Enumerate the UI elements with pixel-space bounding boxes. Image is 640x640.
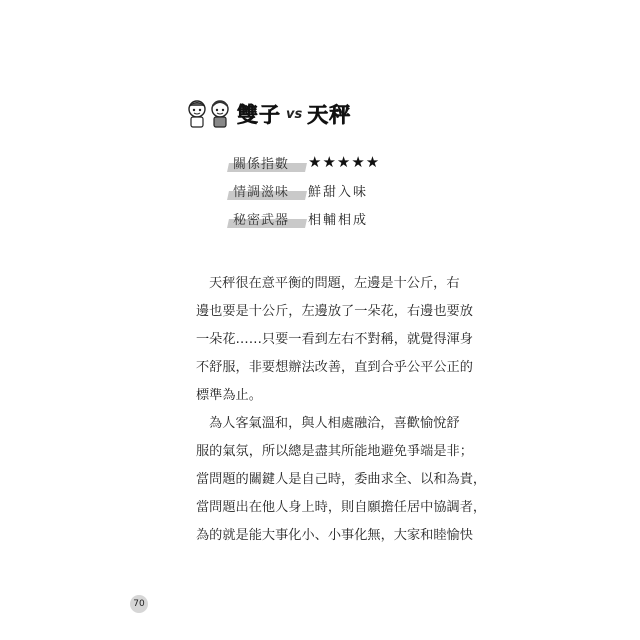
page-number: 70 [130, 595, 148, 613]
text-line: 當問題的關鍵人是自己時，委曲求全、以和為貴， [196, 472, 487, 487]
compatibility-info [230, 148, 380, 232]
info-row-relationship [230, 148, 380, 176]
paragraph-1 [196, 270, 476, 410]
text-line: 邊也要是十公斤，左邊放了一朵花，右邊也要放 [196, 304, 473, 319]
text-line: 標準為止。 [196, 388, 262, 403]
rating-stars: ★★★★★ [308, 153, 381, 171]
title-right-sign: 天秤 [307, 103, 352, 127]
info-label: 秘密武器 [230, 209, 302, 228]
libra-mascot-icon [209, 99, 231, 129]
info-label: 情調滋味 [230, 181, 302, 200]
text-line: 為的就是能大事化小、小事化無，大家和睦愉快 [196, 528, 473, 543]
text-line: 一朵花……只要一看到左右不對稱，就覺得渾身 [196, 332, 473, 347]
title-vs: vs [286, 106, 303, 122]
info-label: 關係指數 [230, 153, 302, 172]
info-row-secret [230, 204, 380, 232]
text-line: 當問題出在他人身上時，則自願擔任居中協調者， [196, 500, 487, 515]
paragraph-2 [196, 410, 487, 550]
text-line: 不舒服，非要想辦法改善，直到合乎公平公正的 [196, 360, 473, 375]
text-line: 為人客氣溫和，與人相處融洽，喜歡愉悅舒 [209, 416, 460, 431]
chapter-title [186, 96, 351, 132]
info-value: 鮮甜入味 [308, 184, 369, 200]
gemini-mascot-icon [186, 99, 208, 129]
info-value: 相輔相成 [308, 212, 369, 228]
text-line: 服的氣氛，所以總是盡其所能地避免爭端是非； [196, 444, 473, 459]
mascot-illustrations [186, 99, 231, 129]
text-line: 天秤很在意平衡的問題，左邊是十公斤，右 [209, 276, 460, 291]
info-row-flavor [230, 176, 380, 204]
title-left-sign: 雙子 [237, 103, 281, 127]
